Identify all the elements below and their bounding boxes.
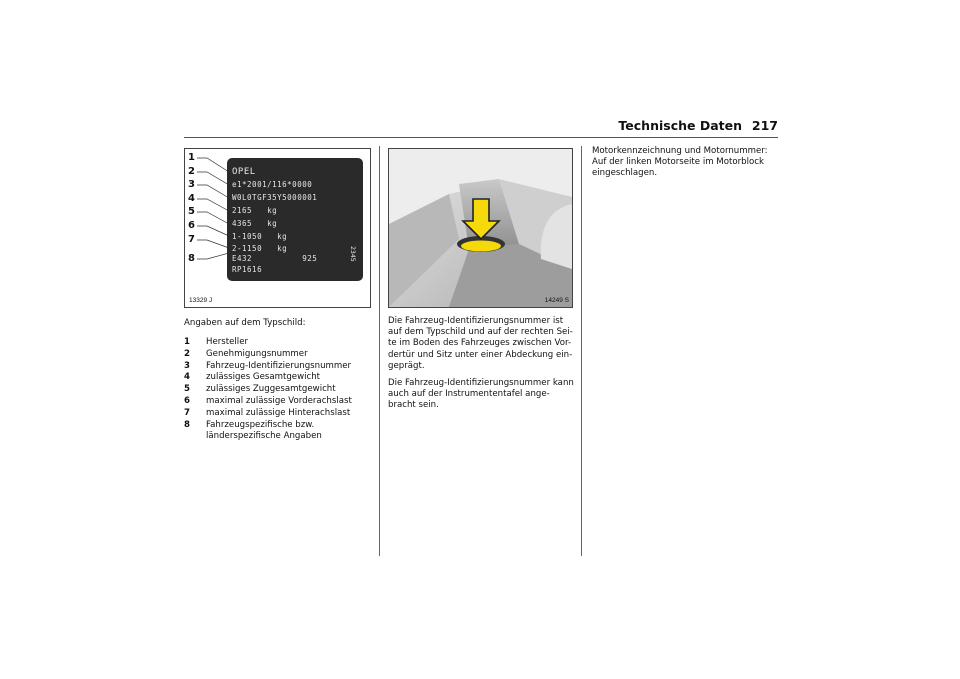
callout-8: 8	[188, 253, 195, 264]
callout-1: 1	[188, 152, 195, 163]
vin-paragraph-1: Die Fahrzeug-Identifizierungsnummer ist auf dem Typschild und auf der rechten Sei-te im Boden des Fahrzeuges zwischen Vor-dertür und Sitz unter einer Abdeckung ein-geprägt.	[388, 316, 573, 371]
plate-line-7: 2-1150 kg	[232, 244, 288, 253]
legend-item: 5 zulässiges Zuggesamtgewicht	[184, 384, 336, 395]
vin-paragraph-2: Die Fahrzeug-Identifizierungsnummer kann auch auf der Instrumententafel ange-bracht sein.	[388, 378, 574, 411]
plate-vertical-code: 2345	[349, 246, 357, 262]
column-divider-1	[379, 146, 380, 556]
vin-location-figure	[388, 148, 573, 308]
type-plate-figure	[184, 148, 371, 308]
page-header	[184, 118, 778, 140]
legend-list	[184, 337, 376, 443]
engine-number-text: Motorkennzeichnung und Motornummer: Auf der linken Motorseite im Motorblock eingeschlagen.	[592, 146, 768, 179]
callout-5: 5	[188, 206, 195, 217]
section-title: Technische Daten	[618, 118, 742, 133]
page-number: 217	[751, 118, 778, 133]
legend-item: 1 Hersteller	[184, 337, 249, 347]
plate-line-1: OPEL	[232, 167, 256, 177]
plate-line-2: e1*2001/116*0000	[232, 180, 313, 189]
plate-line-3: W0L0TGF35Y5000001	[232, 193, 318, 202]
legend-item: 6 maximal zulässige Vorderachslast	[184, 395, 352, 406]
type-plate	[227, 158, 363, 281]
column-divider-2	[581, 146, 582, 556]
callout-6: 6	[188, 220, 195, 231]
plate-line-5: 4365 kg	[232, 219, 278, 228]
figure-code: 13329 J	[189, 297, 213, 304]
callout-4: 4	[188, 193, 195, 204]
callout-7: 7	[188, 234, 195, 245]
header-rule	[184, 137, 778, 138]
legend-item: 8 Fahrzeugspezifische bzw. länderspezifische Angaben	[184, 419, 322, 442]
legend-intro: Angaben auf dem Typschild:	[184, 318, 306, 328]
callout-2: 2	[188, 166, 195, 177]
vin-description	[388, 316, 574, 418]
plate-line-8: E432 925	[232, 254, 318, 263]
plate-line-4: 2165 kg	[232, 206, 278, 215]
legend-item: 2 Genehmigungsnummer	[184, 348, 308, 359]
vin-location-illustration	[389, 149, 572, 307]
legend-item: 3 Fahrzeug-Identifizierungsnummer	[184, 360, 352, 371]
figure-code: 14249 S	[544, 297, 569, 304]
plate-line-6: 1-1050 kg	[232, 232, 288, 241]
legend-item: 4 zulässiges Gesamtgewicht	[184, 372, 321, 383]
callout-3: 3	[188, 179, 195, 190]
plate-line-9: RP1616	[232, 265, 263, 274]
legend-item: 7 maximal zulässige Hinterachslast	[184, 407, 351, 418]
